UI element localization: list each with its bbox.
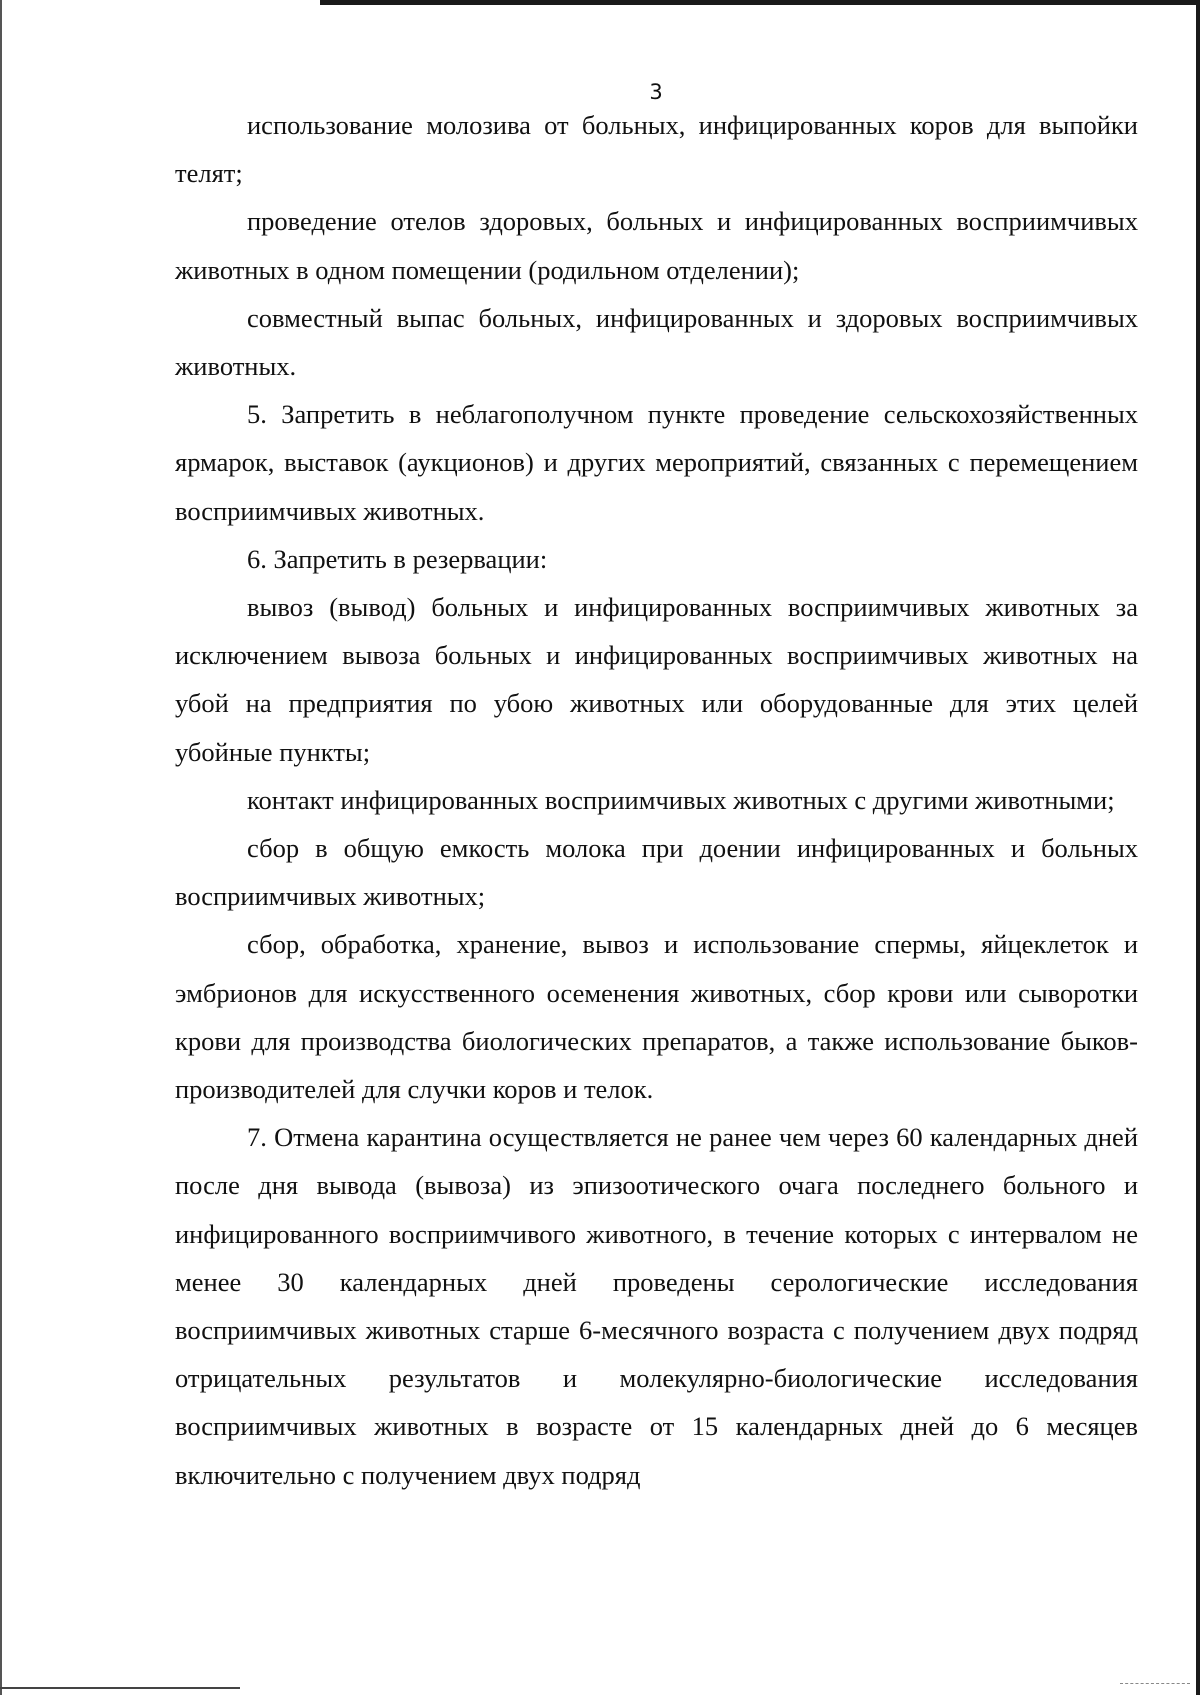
scan-border-bottom-right [1120, 1683, 1190, 1685]
scan-border-top [320, 0, 1200, 5]
scan-border-bottom [0, 1687, 240, 1689]
paragraph-item-6: 6. Запретить в резервации: [247, 543, 548, 574]
scan-border-left [0, 0, 2, 1695]
scan-border-right [1196, 0, 1200, 1695]
document-body [175, 101, 1138, 1499]
paragraph-item-5: 5. Запретить в неблагополучном пункте проведение сельскохозяйственных ярмарок, выставок (аукционов) и других мероприятий, связанных с перемещением восприимчивых животных. [175, 399, 1138, 526]
paragraph-sperm: сбор, обработка, хранение, вывоз и использование спермы, яйцеклеток и эмбрионов для искусственного осеменения животных, сбор крови или сыворотки крови для производства биологических препаратов, а также использование быков-производителей для случки коров и телок. [175, 929, 1138, 1105]
paragraph-milk: сбор в общую емкость молока при доении инфицированных и больных восприимчивых животных; [175, 833, 1138, 912]
paragraph-item-7: 7. Отмена карантина осуществляется не ранее чем через 60 календарных дней после дня вывода (вывоза) из эпизоотического очага последнего больного и инфицированного восприимчивого животного, в течение которых с интервалом не менее 30 календарных дней проведены серологические исследования восприимчивых животных старше 6-месячного возраста с получением двух подряд отрицательных результатов и молекулярно-биологические исследования восприимчивых животных в возрасте от 15 календарных дней до 6 месяцев включительно с получением двух подряд [175, 1122, 1138, 1490]
page-number: 3 [649, 80, 663, 104]
paragraph-contact: контакт инфицированных восприимчивых животных с другими животными; [247, 784, 1115, 815]
paragraph-grazing: совместный выпас больных, инфицированных и здоровых восприимчивых животных. [175, 302, 1138, 382]
paragraph-colostrum: использование молозива от больных, инфицированных коров для выпойки телят; [175, 110, 1138, 189]
paragraph-calving: проведение отелов здоровых, больных и инфицированных восприимчивых животных в одном помещении (родильном отделении); [175, 206, 1138, 285]
paragraph-export: вывоз (вывод) больных и инфицированных восприимчивых животных за исключением вывоза больных и инфицированных восприимчивых животных на убой на предприятия по убою животных или оборудованные для этих целей убойные пункты; [175, 592, 1138, 767]
